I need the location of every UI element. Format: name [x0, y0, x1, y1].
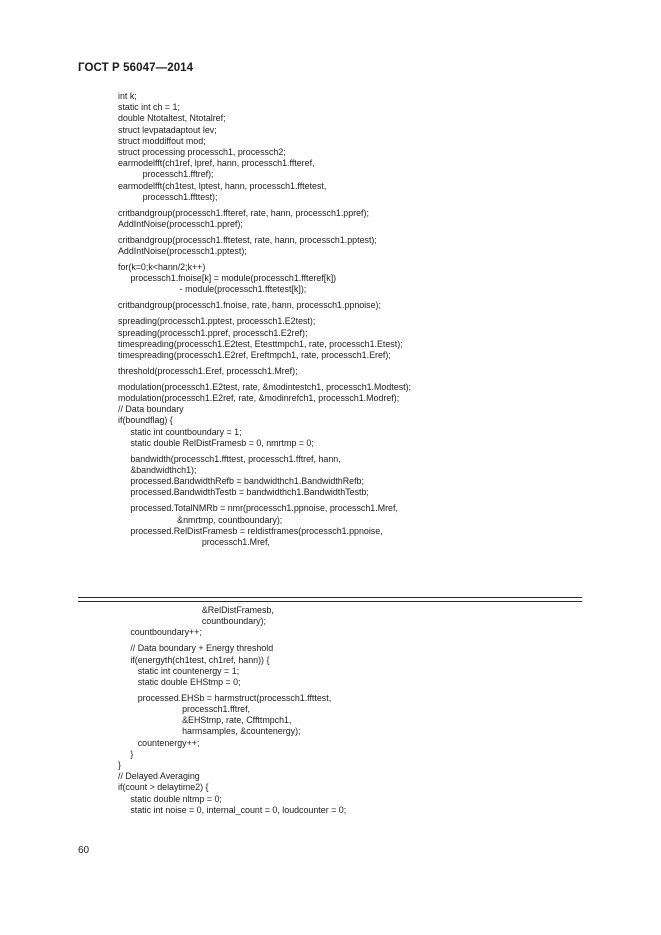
code-line: if(count > delaytime2) {: [118, 782, 209, 793]
page-break-rule-top: [78, 597, 582, 598]
code-line: AddIntNoise(processch1.ppref);: [118, 218, 243, 229]
document-header: ГОСТ Р 56047—2014: [78, 62, 194, 74]
code-line: AddIntNoise(processch1.pptest);: [118, 246, 247, 257]
code-line: // Data boundary: [118, 404, 184, 415]
code-line: &RelDistFramesb,: [118, 605, 274, 615]
code-line: processch1.ffttest);: [118, 191, 218, 202]
code-line: &EHStmp, rate, Cffttmpch1,: [118, 715, 292, 726]
code-line: processed.EHSb = harmstruct(processch1.ffttest,: [118, 692, 332, 703]
code-line: timespreading(processch1.E2test, Etesttmpch1, rate, processch1.Etest);: [118, 338, 403, 349]
code-line: processch1.fftref);: [118, 169, 214, 180]
code-line: static double nltmp = 0;: [118, 793, 222, 804]
code-line: processed.RelDistFramesb = reldistframes(processch1.ppnoise,: [118, 525, 383, 536]
code-line: earmodelfft(ch1test, lptest, hann, processch1.fftetest,: [118, 180, 327, 191]
code-line: if(energyth(ch1test, ch1ref, hann)) {: [118, 654, 270, 665]
code-line: critbandgroup(processch1.fnoise, rate, hann, processch1.ppnoise);: [118, 300, 381, 311]
code-line: earmodelfft(ch1ref, lpref, hann, processch1.ffteref,: [118, 158, 315, 169]
code-line: struct levpatadaptout lev;: [118, 124, 217, 135]
code-line: static double RelDistFramesb = 0, nmrtmp = 0;: [118, 437, 314, 448]
code-line: bandwidth(processch1.ffttest, processch1.fftref, hann,: [118, 453, 341, 464]
code-line: }: [118, 760, 121, 771]
code-line: // Delayed Averaging: [118, 771, 200, 782]
code-line: for(k=0;k<hann/2;k++): [118, 262, 206, 273]
code-line: static int countboundary = 1;: [118, 426, 242, 437]
code-line: &nmrtmp, countboundary);: [118, 514, 283, 525]
code-line: static int countenergy = 1;: [118, 665, 240, 676]
code-line: countboundary++;: [118, 627, 202, 638]
code-line: static double EHStmp = 0;: [118, 676, 241, 687]
code-block-1: [118, 91, 411, 548]
code-block-2: [118, 605, 346, 816]
code-line: // Data boundary + Energy threshold: [118, 643, 274, 654]
code-line: threshold(processch1.Eref, processch1.Mref);: [118, 365, 298, 376]
page-break-rule-bottom: [78, 601, 582, 602]
code-line: processed.BandwidthRefb = bandwidthch1.BandwidthRefb;: [118, 476, 364, 487]
code-line: struct moddiffout mod;: [118, 135, 206, 146]
code-line: processed.BandwidthTestb = bandwidthch1.BandwidthTestb;: [118, 487, 369, 498]
code-line: static int ch = 1;: [118, 102, 180, 113]
code-line: modulation(processch1.E2test, rate, &modintestch1, processch1.Modtest);: [118, 381, 412, 392]
code-line: processed.TotalNMRb = nmr(processch1.ppnoise, processch1.Mref,: [118, 503, 398, 514]
code-line: processch1.fnoise[k] = module(processch1.ffteref[k]): [118, 273, 337, 284]
code-line: processch1.fftref,: [118, 704, 251, 715]
code-line: double Ntotaltest, Ntotalref;: [118, 113, 226, 124]
code-line: if(boundflag) {: [118, 415, 173, 426]
code-line: &bandwidthch1);: [118, 465, 197, 475]
code-line: spreading(processch1.pptest, processch1.E2test);: [118, 316, 316, 327]
code-line: int k;: [118, 91, 137, 101]
code-line: modulation(processch1.E2ref, rate, &modinrefch1, processch1.Modref);: [118, 393, 400, 404]
code-line: countenergy++;: [118, 737, 200, 748]
code-line: struct processing processch1, processch2;: [118, 146, 286, 157]
code-line: critbandgroup(processch1.fftetest, rate, hann, processch1.pptest);: [118, 234, 377, 245]
code-line: static int noise = 0, internal_count = 0, loudcounter = 0;: [118, 804, 347, 815]
code-line: spreading(processch1.ppref, processch1.E2ref);: [118, 327, 308, 338]
code-line: - module(processch1.fftetest[k]);: [118, 284, 307, 295]
code-line: critbandgroup(processch1.ffteref, rate, hann, processch1.ppref);: [118, 207, 369, 218]
code-line: countboundary);: [118, 616, 266, 627]
code-line: timespreading(processch1.E2ref, Ereftmpch1, rate, processch1.Eref);: [118, 349, 391, 360]
page-number: 60: [78, 845, 90, 856]
code-line: harmsamples, &countenergy);: [118, 726, 301, 737]
code-line: processch1.Mref,: [118, 536, 270, 547]
code-line: }: [118, 748, 134, 759]
